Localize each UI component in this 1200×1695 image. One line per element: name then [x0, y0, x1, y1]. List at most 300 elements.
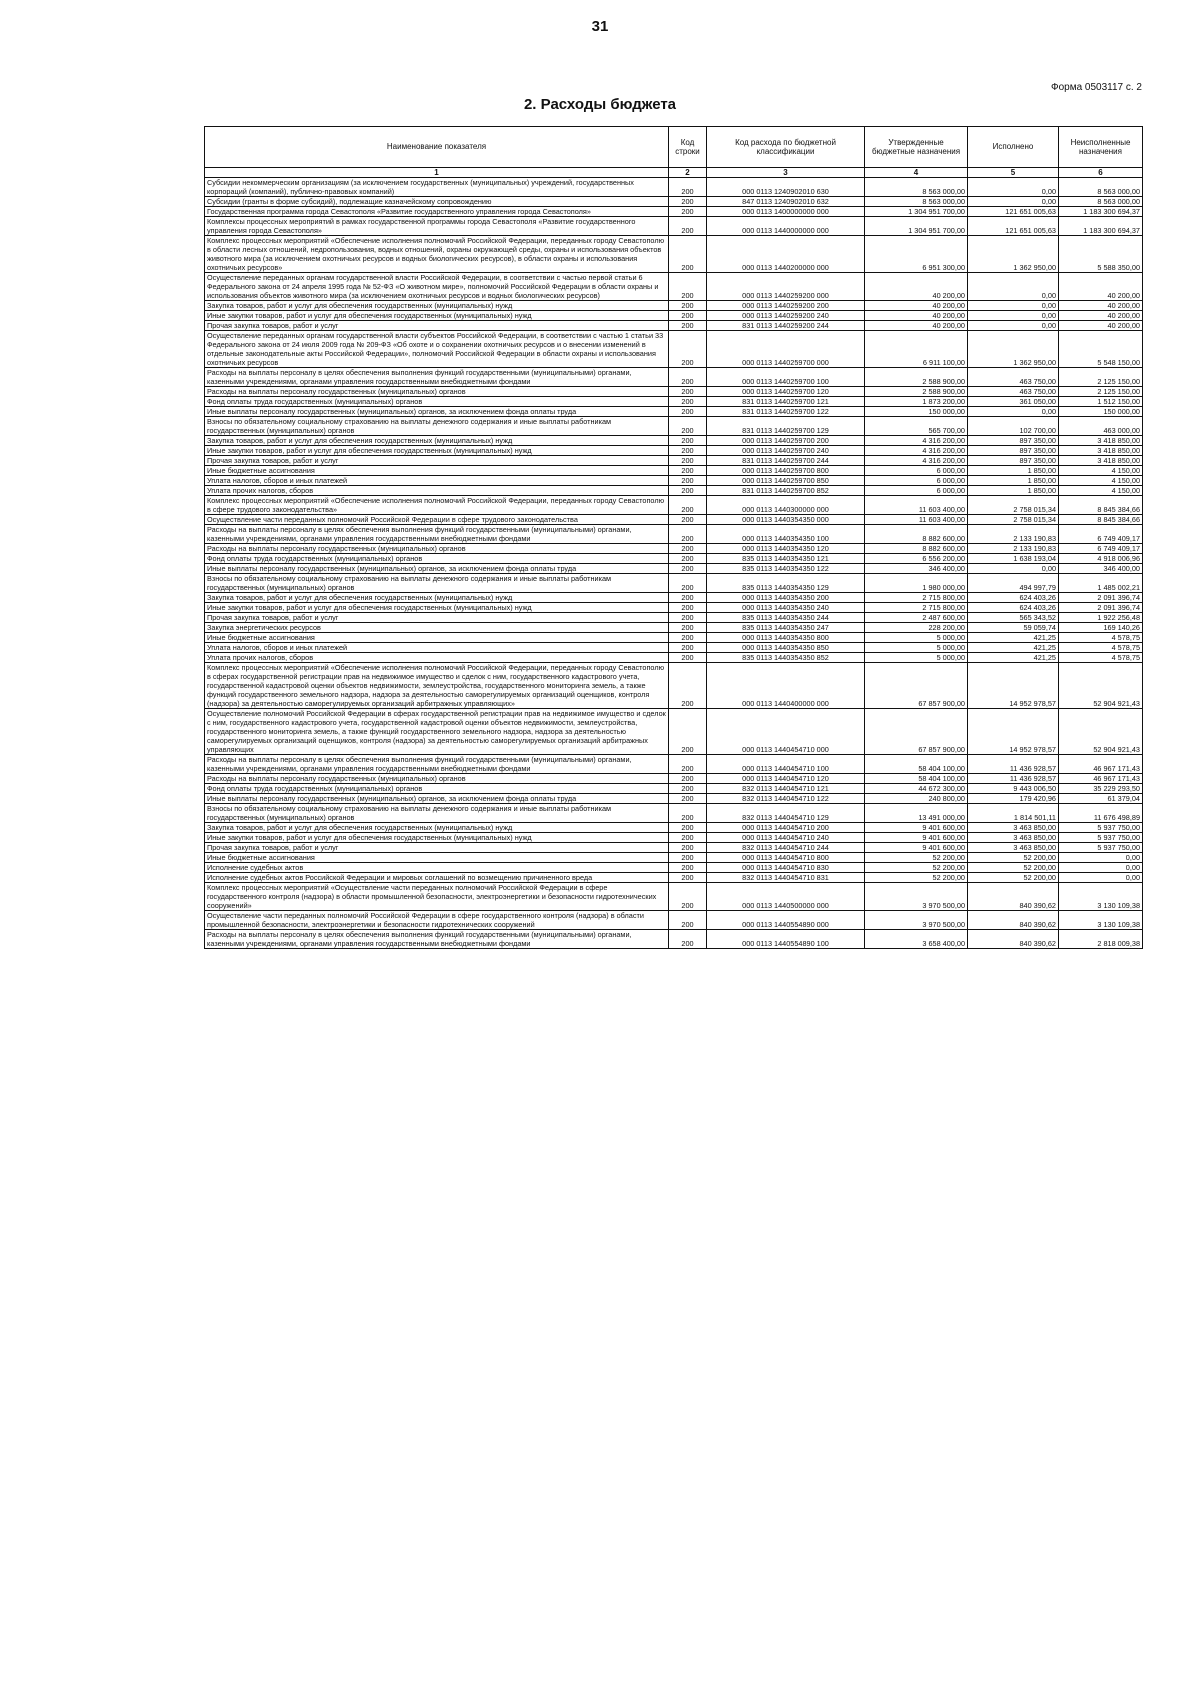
executed-amount: 2 758 015,34	[968, 515, 1059, 525]
row-code: 200	[669, 525, 707, 544]
table-row	[205, 593, 1143, 603]
form-code: Форма 0503117 с. 2	[1050, 82, 1142, 93]
row-code: 200	[669, 436, 707, 446]
row-name: Расходы на выплаты персоналу государственных (муниципальных) органов	[205, 387, 669, 397]
approved-amount: 6 000,00	[865, 476, 968, 486]
row-name: Исполнение судебных актов	[205, 863, 669, 873]
executed-amount: 9 443 006,50	[968, 784, 1059, 794]
row-code: 200	[669, 911, 707, 930]
executed-amount: 463 750,00	[968, 368, 1059, 387]
row-code: 200	[669, 236, 707, 273]
row-code: 200	[669, 613, 707, 623]
unexecuted-amount: 3 130 109,38	[1059, 911, 1143, 930]
row-code: 200	[669, 387, 707, 397]
table-row	[205, 603, 1143, 613]
row-code: 200	[669, 843, 707, 853]
approved-amount: 5 000,00	[865, 633, 968, 643]
row-name: Иные выплаты персоналу государственных (муниципальных) органов, за исключением фонда оплаты труда	[205, 564, 669, 574]
unexecuted-amount: 4 578,75	[1059, 653, 1143, 663]
classification-code: 000 0113 1440354350 850	[707, 643, 865, 653]
row-code: 200	[669, 311, 707, 321]
table-row	[205, 236, 1143, 273]
row-code: 200	[669, 853, 707, 863]
row-code: 200	[669, 663, 707, 709]
unexecuted-amount: 46 967 171,43	[1059, 774, 1143, 784]
table-row	[205, 564, 1143, 574]
row-code: 200	[669, 794, 707, 804]
row-name: Иные закупки товаров, работ и услуг для обеспечения государственных (муниципальных) нужд	[205, 603, 669, 613]
executed-amount: 1 814 501,11	[968, 804, 1059, 823]
classification-code: 831 0113 1440259700 122	[707, 407, 865, 417]
unexecuted-amount: 35 229 293,50	[1059, 784, 1143, 794]
unexecuted-amount: 3 418 850,00	[1059, 446, 1143, 456]
table-row	[205, 911, 1143, 930]
unexecuted-amount: 1 512 150,00	[1059, 397, 1143, 407]
header-class-code: Код расхода по бюджетной классификации	[707, 127, 865, 168]
row-code: 200	[669, 833, 707, 843]
executed-amount: 179 420,96	[968, 794, 1059, 804]
executed-amount: 52 200,00	[968, 863, 1059, 873]
row-name: Закупка товаров, работ и услуг для обеспечения государственных (муниципальных) нужд	[205, 301, 669, 311]
unexecuted-amount: 5 588 350,00	[1059, 236, 1143, 273]
unexecuted-amount: 1 183 300 694,37	[1059, 217, 1143, 236]
table-row	[205, 446, 1143, 456]
table-row	[205, 613, 1143, 623]
table-row	[205, 633, 1143, 643]
row-code: 200	[669, 653, 707, 663]
row-name: Комплексы процессных мероприятий в рамках государственной программы города Севастополя «Развитие государственного управления города Севастополя»	[205, 217, 669, 236]
unexecuted-amount: 3 418 850,00	[1059, 456, 1143, 466]
approved-amount: 3 970 500,00	[865, 911, 968, 930]
classification-code: 831 0113 1440259700 121	[707, 397, 865, 407]
table-row	[205, 311, 1143, 321]
unexecuted-amount: 2 091 396,74	[1059, 603, 1143, 613]
classification-code: 000 0113 1440454710 240	[707, 833, 865, 843]
row-name: Фонд оплаты труда государственных (муниципальных) органов	[205, 554, 669, 564]
executed-amount: 1 362 950,00	[968, 236, 1059, 273]
header-row-code: Код строки	[669, 127, 707, 168]
classification-code: 000 0113 1440354350 000	[707, 515, 865, 525]
classification-code: 000 0113 1440259700 850	[707, 476, 865, 486]
executed-amount: 59 059,74	[968, 623, 1059, 633]
row-code: 200	[669, 476, 707, 486]
row-code: 200	[669, 397, 707, 407]
row-name: Закупка энергетических ресурсов	[205, 623, 669, 633]
row-name: Комплекс процессных мероприятий «Обеспечение исполнения полномочий Российской Федерации, переданных городу Севастополю в сфере трудового законодательства»	[205, 496, 669, 515]
table-row	[205, 496, 1143, 515]
unexecuted-amount: 6 749 409,17	[1059, 544, 1143, 554]
executed-amount: 897 350,00	[968, 446, 1059, 456]
unexecuted-amount: 40 200,00	[1059, 273, 1143, 301]
approved-amount: 1 873 200,00	[865, 397, 968, 407]
executed-amount: 0,00	[968, 301, 1059, 311]
table-row	[205, 774, 1143, 784]
header-executed: Исполнено	[968, 127, 1059, 168]
table-row	[205, 930, 1143, 949]
approved-amount: 13 491 000,00	[865, 804, 968, 823]
row-code: 200	[669, 331, 707, 368]
row-name: Комплекс процессных мероприятий «Осуществление части переданных полномочий Российской Федерации в сфере государственного контроля (надзора) в области промышленной безопасности, электроэнергетики и безопасности гидротехнических сооружений»	[205, 883, 669, 911]
classification-code: 831 0113 1440259700 244	[707, 456, 865, 466]
row-code: 200	[669, 863, 707, 873]
table-row	[205, 663, 1143, 709]
classification-code: 000 0113 1440500000 000	[707, 883, 865, 911]
row-code: 200	[669, 466, 707, 476]
executed-amount: 840 390,62	[968, 930, 1059, 949]
executed-amount: 0,00	[968, 178, 1059, 197]
classification-code: 000 0113 1440259200 240	[707, 311, 865, 321]
unexecuted-amount: 4 918 006,96	[1059, 554, 1143, 564]
row-code: 200	[669, 178, 707, 197]
unexecuted-amount: 5 548 150,00	[1059, 331, 1143, 368]
unexecuted-amount: 8 563 000,00	[1059, 197, 1143, 207]
executed-amount: 14 952 978,57	[968, 709, 1059, 755]
row-code: 200	[669, 407, 707, 417]
row-name: Иные выплаты персоналу государственных (муниципальных) органов, за исключением фонда оплаты труда	[205, 794, 669, 804]
row-name: Взносы по обязательному социальному страхованию на выплаты денежного содержания и иные выплаты работникам государственных (муниципальных) органов	[205, 804, 669, 823]
row-name: Иные бюджетные ассигнования	[205, 466, 669, 476]
approved-amount: 58 404 100,00	[865, 774, 968, 784]
table-row	[205, 273, 1143, 301]
approved-amount: 4 316 200,00	[865, 456, 968, 466]
executed-amount: 0,00	[968, 321, 1059, 331]
unexecuted-amount: 3 418 850,00	[1059, 436, 1143, 446]
header-unexecuted: Неисполненные назначения	[1059, 127, 1143, 168]
approved-amount: 5 000,00	[865, 653, 968, 663]
classification-code: 000 0113 1440454710 800	[707, 853, 865, 863]
table-row	[205, 197, 1143, 207]
executed-amount: 421,25	[968, 633, 1059, 643]
table-row	[205, 486, 1143, 496]
column-number: 6	[1059, 168, 1143, 178]
unexecuted-amount: 169 140,26	[1059, 623, 1143, 633]
classification-code: 000 0113 1440300000 000	[707, 496, 865, 515]
column-number: 2	[669, 168, 707, 178]
approved-amount: 9 401 600,00	[865, 823, 968, 833]
unexecuted-amount: 61 379,04	[1059, 794, 1143, 804]
row-code: 200	[669, 207, 707, 217]
unexecuted-amount: 0,00	[1059, 853, 1143, 863]
approved-amount: 9 401 600,00	[865, 843, 968, 853]
classification-code: 000 0113 1440259700 800	[707, 466, 865, 476]
executed-amount: 102 700,00	[968, 417, 1059, 436]
row-name: Комплекс процессных мероприятий «Обеспечение исполнения полномочий Российской Федерации, переданных городу Севастополю в сферах государственной регистрации прав на недвижимое имущество и сделок с ним, государственного кадастрового учета, государственной кадастровой оценки объектов недвижимости, землеустройства, государственного мониторинга земель, а также функций государственного земельного надзора, надзора за деятельностью саморегулируемых организаций оценщиков, контроля (надзора) за деятельностью саморегулируемых организаций арбитражных управляющих»	[205, 663, 669, 709]
table-row	[205, 387, 1143, 397]
classification-code: 831 0113 1440259200 244	[707, 321, 865, 331]
row-code: 200	[669, 217, 707, 236]
column-number: 4	[865, 168, 968, 178]
row-name: Взносы по обязательному социальному страхованию на выплаты денежного содержания и иные выплаты работникам государственных (муниципальных) органов	[205, 574, 669, 593]
unexecuted-amount: 5 937 750,00	[1059, 823, 1143, 833]
table-row	[205, 525, 1143, 544]
table-row	[205, 794, 1143, 804]
executed-amount: 2 133 190,83	[968, 544, 1059, 554]
row-name: Иные закупки товаров, работ и услуг для обеспечения государственных (муниципальных) нужд	[205, 446, 669, 456]
approved-amount: 6 911 100,00	[865, 331, 968, 368]
row-code: 200	[669, 574, 707, 593]
executed-amount: 3 463 850,00	[968, 843, 1059, 853]
approved-amount: 6 000,00	[865, 486, 968, 496]
unexecuted-amount: 150 000,00	[1059, 407, 1143, 417]
row-code: 200	[669, 321, 707, 331]
table-row	[205, 407, 1143, 417]
classification-code: 000 0113 1440354350 200	[707, 593, 865, 603]
classification-code: 835 0113 1440354350 247	[707, 623, 865, 633]
column-number: 3	[707, 168, 865, 178]
row-code: 200	[669, 930, 707, 949]
executed-amount: 3 463 850,00	[968, 823, 1059, 833]
row-code: 200	[669, 496, 707, 515]
column-number: 5	[968, 168, 1059, 178]
executed-amount: 121 651 005,63	[968, 217, 1059, 236]
row-name: Закупка товаров, работ и услуг для обеспечения государственных (муниципальных) нужд	[205, 436, 669, 446]
approved-amount: 1 980 000,00	[865, 574, 968, 593]
table-row	[205, 755, 1143, 774]
approved-amount: 40 200,00	[865, 311, 968, 321]
row-name: Осуществление части переданных полномочий Российской Федерации в сфере государственного контроля (надзора) в области промышленной безопасности, электроэнергетики и безопасности гидротехнических сооружений	[205, 911, 669, 930]
approved-amount: 6 951 300,00	[865, 236, 968, 273]
unexecuted-amount: 463 000,00	[1059, 417, 1143, 436]
row-name: Осуществление части переданных полномочий Российской Федерации в сфере трудового законодательства	[205, 515, 669, 525]
approved-amount: 5 000,00	[865, 643, 968, 653]
row-code: 200	[669, 643, 707, 653]
classification-code: 000 0113 1440259700 000	[707, 331, 865, 368]
unexecuted-amount: 40 200,00	[1059, 321, 1143, 331]
classification-code: 000 0113 1440400000 000	[707, 663, 865, 709]
approved-amount: 8 563 000,00	[865, 178, 968, 197]
unexecuted-amount: 0,00	[1059, 863, 1143, 873]
classification-code: 000 0113 1440000000 000	[707, 217, 865, 236]
approved-amount: 565 700,00	[865, 417, 968, 436]
row-name: Закупка товаров, работ и услуг для обеспечения государственных (муниципальных) нужд	[205, 593, 669, 603]
table-row	[205, 784, 1143, 794]
table-row	[205, 709, 1143, 755]
executed-amount: 121 651 005,63	[968, 207, 1059, 217]
executed-amount: 14 952 978,57	[968, 663, 1059, 709]
unexecuted-amount: 346 400,00	[1059, 564, 1143, 574]
unexecuted-amount: 40 200,00	[1059, 301, 1143, 311]
row-name: Осуществление переданных органам государственной власти субъектов Российской Федерации, в соответствии с частью 1 статьи 33 Федерального закона от 24 июля 2009 года № 209-ФЗ «Об охоте и о сохранении охотничьих ресурсов и о внесении изменений в отдельные законодательные акты Российской Федерации», полномочий Российской Федерации в области охраны и использования охотничьих ресурсов	[205, 331, 669, 368]
executed-amount: 2 758 015,34	[968, 496, 1059, 515]
row-code: 200	[669, 603, 707, 613]
table-row	[205, 853, 1143, 863]
executed-amount: 840 390,62	[968, 883, 1059, 911]
approved-amount: 1 304 951 700,00	[865, 207, 968, 217]
approved-amount: 8 882 600,00	[865, 544, 968, 554]
approved-amount: 2 487 600,00	[865, 613, 968, 623]
classification-code: 835 0113 1440354350 852	[707, 653, 865, 663]
row-name: Расходы на выплаты персоналу в целях обеспечения выполнения функций государственными (муниципальными) органами, казенными учреждениями, органами управления государственными внебюджетными фондами	[205, 755, 669, 774]
classification-code: 000 0113 1440259700 240	[707, 446, 865, 456]
classification-code: 000 0113 1440259200 000	[707, 273, 865, 301]
unexecuted-amount: 4 150,00	[1059, 466, 1143, 476]
table-row	[205, 544, 1143, 554]
executed-amount: 361 050,00	[968, 397, 1059, 407]
row-code: 200	[669, 417, 707, 436]
approved-amount: 6 556 200,00	[865, 554, 968, 564]
executed-amount: 624 403,26	[968, 603, 1059, 613]
row-code: 200	[669, 755, 707, 774]
executed-amount: 421,25	[968, 643, 1059, 653]
classification-code: 000 0113 1240902010 630	[707, 178, 865, 197]
unexecuted-amount: 2 091 396,74	[1059, 593, 1143, 603]
classification-code: 831 0113 1440259700 129	[707, 417, 865, 436]
classification-code: 835 0113 1440354350 244	[707, 613, 865, 623]
row-code: 200	[669, 633, 707, 643]
row-code: 200	[669, 368, 707, 387]
unexecuted-amount: 1 922 256,48	[1059, 613, 1143, 623]
header-name: Наименование показателя	[205, 127, 669, 168]
row-name: Осуществление полномочий Российской Федерации в сферах государственной регистрации прав на недвижимое имущество и сделок с ним, государственного кадастрового учета, государственной кадастровой оценки объектов недвижимости, землеустройства, государственного мониторинга земель, а также функций государственного земельного надзора, надзора за деятельностью саморегулируемых организаций оценщиков, контроля (надзора) за деятельностью саморегулируемых организаций арбитражных управляющих	[205, 709, 669, 755]
row-code: 200	[669, 709, 707, 755]
row-name: Субсидии некоммерческим организациям (за исключением государственных (муниципальных) учреждений, государственных корпораций (компаний), публично-правовых компаний)	[205, 178, 669, 197]
unexecuted-amount: 4 150,00	[1059, 476, 1143, 486]
row-name: Иные бюджетные ассигнования	[205, 853, 669, 863]
header-approved: Утвержденные бюджетные назначения	[865, 127, 968, 168]
classification-code: 000 0113 1440354350 120	[707, 544, 865, 554]
executed-amount: 565 343,52	[968, 613, 1059, 623]
unexecuted-amount: 4 578,75	[1059, 643, 1143, 653]
executed-amount: 1 638 193,04	[968, 554, 1059, 564]
unexecuted-amount: 2 125 150,00	[1059, 387, 1143, 397]
table-row	[205, 456, 1143, 466]
executed-amount: 11 436 928,57	[968, 774, 1059, 784]
table-row	[205, 368, 1143, 387]
row-name: Прочая закупка товаров, работ и услуг	[205, 613, 669, 623]
approved-amount: 67 857 900,00	[865, 663, 968, 709]
classification-code: 000 0113 1440200000 000	[707, 236, 865, 273]
row-code: 200	[669, 301, 707, 311]
table-row	[205, 417, 1143, 436]
classification-code: 000 0113 1440454710 000	[707, 709, 865, 755]
unexecuted-amount: 1 485 002,21	[1059, 574, 1143, 593]
table-row	[205, 321, 1143, 331]
approved-amount: 2 588 900,00	[865, 368, 968, 387]
executed-amount: 1 850,00	[968, 476, 1059, 486]
table-row	[205, 804, 1143, 823]
classification-code: 832 0113 1440454710 244	[707, 843, 865, 853]
unexecuted-amount: 2 818 009,38	[1059, 930, 1143, 949]
row-name: Иные закупки товаров, работ и услуг для обеспечения государственных (муниципальных) нужд	[205, 833, 669, 843]
executed-amount: 3 463 850,00	[968, 833, 1059, 843]
executed-amount: 1 362 950,00	[968, 331, 1059, 368]
table-row	[205, 466, 1143, 476]
table-row	[205, 863, 1143, 873]
row-code: 200	[669, 544, 707, 554]
executed-amount: 52 200,00	[968, 853, 1059, 863]
classification-code: 832 0113 1440454710 129	[707, 804, 865, 823]
classification-code: 832 0113 1440454710 122	[707, 794, 865, 804]
unexecuted-amount: 6 749 409,17	[1059, 525, 1143, 544]
row-name: Прочая закупка товаров, работ и услуг	[205, 321, 669, 331]
approved-amount: 4 316 200,00	[865, 436, 968, 446]
approved-amount: 52 200,00	[865, 853, 968, 863]
unexecuted-amount: 46 967 171,43	[1059, 755, 1143, 774]
table-row	[205, 623, 1143, 633]
unexecuted-amount: 52 904 921,43	[1059, 663, 1143, 709]
classification-code: 000 0113 1440354350 800	[707, 633, 865, 643]
executed-amount: 0,00	[968, 197, 1059, 207]
executed-amount: 463 750,00	[968, 387, 1059, 397]
approved-amount: 40 200,00	[865, 273, 968, 301]
approved-amount: 3 970 500,00	[865, 883, 968, 911]
classification-code: 000 0113 1440454710 100	[707, 755, 865, 774]
table-row	[205, 178, 1143, 197]
executed-amount: 897 350,00	[968, 436, 1059, 446]
approved-amount: 2 715 800,00	[865, 603, 968, 613]
unexecuted-amount: 40 200,00	[1059, 311, 1143, 321]
classification-code: 000 0113 1440554890 000	[707, 911, 865, 930]
page-number: 31	[591, 18, 609, 35]
unexecuted-amount: 2 125 150,00	[1059, 368, 1143, 387]
approved-amount: 11 603 400,00	[865, 496, 968, 515]
table-row	[205, 476, 1143, 486]
classification-code: 000 0113 1440259700 200	[707, 436, 865, 446]
executed-amount: 2 133 190,83	[968, 525, 1059, 544]
table-row	[205, 515, 1143, 525]
table-row	[205, 843, 1143, 853]
column-number: 1	[205, 168, 669, 178]
executed-amount: 1 850,00	[968, 486, 1059, 496]
approved-amount: 4 316 200,00	[865, 446, 968, 456]
row-name: Уплата налогов, сборов и иных платежей	[205, 476, 669, 486]
row-name: Расходы на выплаты персоналу государственных (муниципальных) органов	[205, 774, 669, 784]
executed-amount: 421,25	[968, 653, 1059, 663]
row-name: Государственная программа города Севастополя «Развитие государственного управления города Севастополя»	[205, 207, 669, 217]
row-name: Расходы на выплаты персоналу в целях обеспечения выполнения функций государственными (муниципальными) органами, казенными учреждениями, органами управления государственными внебюджетными фондами	[205, 368, 669, 387]
table-row	[205, 574, 1143, 593]
row-name: Прочая закупка товаров, работ и услуг	[205, 456, 669, 466]
unexecuted-amount: 0,00	[1059, 873, 1143, 883]
table-header-row	[205, 127, 1143, 168]
row-code: 200	[669, 774, 707, 784]
row-code: 200	[669, 554, 707, 564]
approved-amount: 40 200,00	[865, 301, 968, 311]
approved-amount: 40 200,00	[865, 321, 968, 331]
unexecuted-amount: 11 676 498,89	[1059, 804, 1143, 823]
row-name: Осуществление переданных органам государственной власти Российской Федерации, в соответствии с частью первой статьи 6 Федерального закона от 24 апреля 1995 года № 52-ФЗ «О животном мире», полномочий Российской Федерации в области охраны и использования объектов животного мира (за исключением охотничьих ресурсов и водных биологических ресурсов)	[205, 273, 669, 301]
unexecuted-amount: 8 563 000,00	[1059, 178, 1143, 197]
row-name: Взносы по обязательному социальному страхованию на выплаты денежного содержания и иные выплаты работникам государственных (муниципальных) органов	[205, 417, 669, 436]
executed-amount: 840 390,62	[968, 911, 1059, 930]
row-name: Иные выплаты персоналу государственных (муниципальных) органов, за исключением фонда оплаты труда	[205, 407, 669, 417]
table-row	[205, 823, 1143, 833]
classification-code: 000 0113 1440454710 120	[707, 774, 865, 784]
column-number-row	[205, 168, 1143, 178]
approved-amount: 1 304 951 700,00	[865, 217, 968, 236]
table-row	[205, 554, 1143, 564]
classification-code: 831 0113 1440259700 852	[707, 486, 865, 496]
unexecuted-amount: 8 845 384,66	[1059, 496, 1143, 515]
classification-code: 847 0113 1240902010 632	[707, 197, 865, 207]
row-code: 200	[669, 446, 707, 456]
row-name: Фонд оплаты труда государственных (муниципальных) органов	[205, 784, 669, 794]
row-code: 200	[669, 456, 707, 466]
row-code: 200	[669, 883, 707, 911]
row-name: Субсидии (гранты в форме субсидий), подлежащие казначейскому сопровождению	[205, 197, 669, 207]
row-code: 200	[669, 486, 707, 496]
unexecuted-amount: 8 845 384,66	[1059, 515, 1143, 525]
executed-amount: 0,00	[968, 407, 1059, 417]
row-name: Иные закупки товаров, работ и услуг для обеспечения государственных (муниципальных) нужд	[205, 311, 669, 321]
row-code: 200	[669, 273, 707, 301]
approved-amount: 346 400,00	[865, 564, 968, 574]
unexecuted-amount: 5 937 750,00	[1059, 843, 1143, 853]
row-name: Прочая закупка товаров, работ и услуг	[205, 843, 669, 853]
table-row	[205, 643, 1143, 653]
row-name: Комплекс процессных мероприятий «Обеспечение исполнения полномочий Российской Федерации, переданных городу Севастополю в области лесных отношений, недропользования, водных отношений, охраны окружающей среды, охраны и использования объектов животного мира (за исключением охотничьих ресурсов и водных биологических ресурсов), в области охраны и использования охотничьих ресурсов»	[205, 236, 669, 273]
classification-code: 000 0113 1440454710 830	[707, 863, 865, 873]
